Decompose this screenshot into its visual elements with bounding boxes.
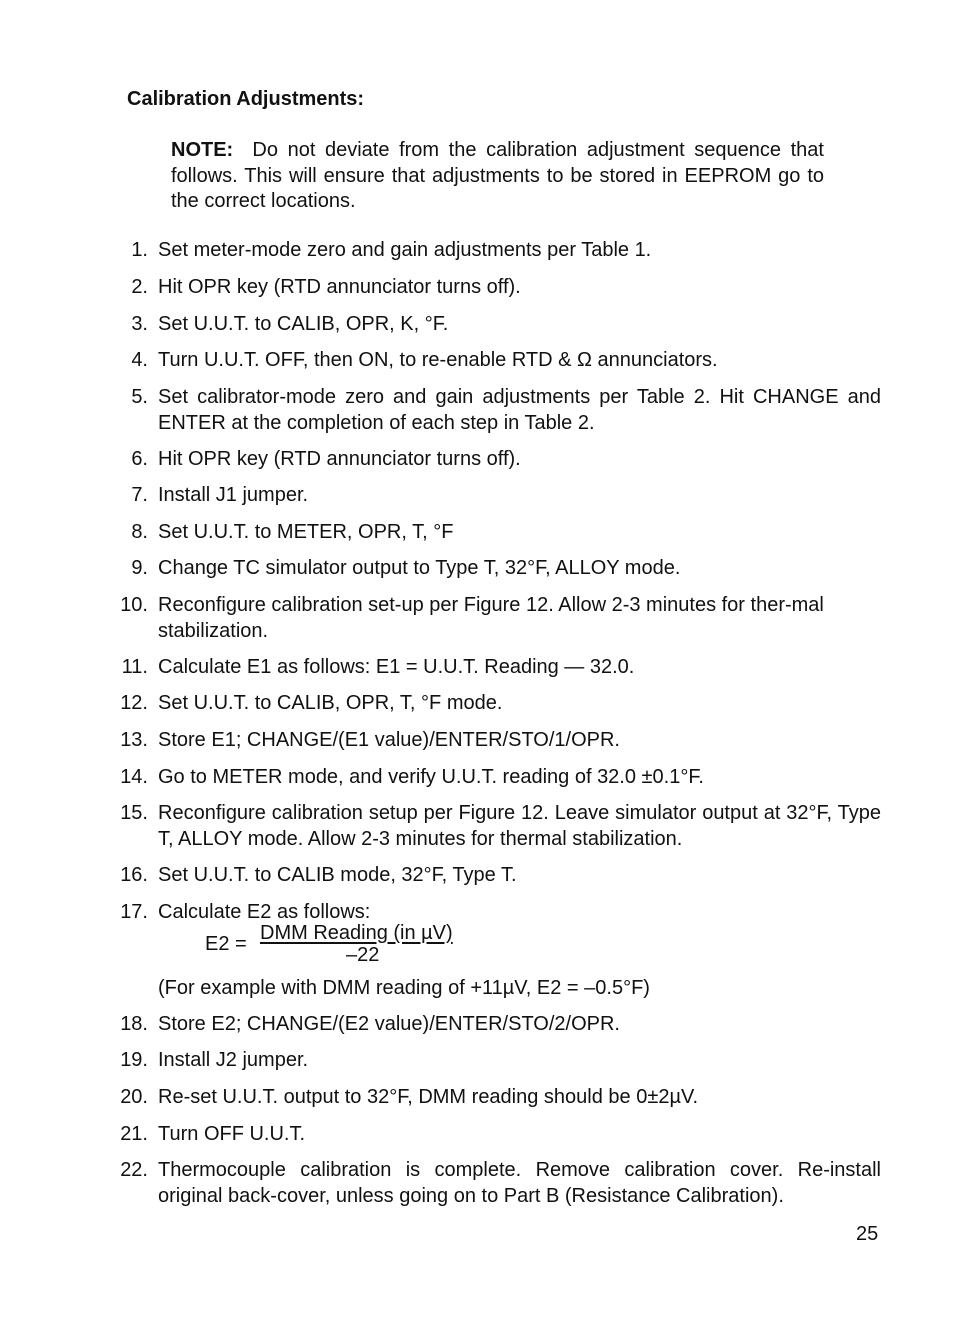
list-item (100, 385, 881, 436)
step-body (158, 900, 881, 1001)
list-item (100, 275, 881, 301)
step-text: Calculate E2 as follows: (158, 901, 371, 923)
step-number: 10. (120, 594, 148, 616)
step-number: 5. (131, 386, 148, 408)
step-text: Hit OPR key (RTD annunciator turns off). (158, 276, 521, 298)
step-number: 3. (131, 313, 148, 335)
step-number: 20. (120, 1086, 148, 1108)
step-number: 22. (120, 1159, 148, 1181)
step-text: Re-set U.U.T. output to 32°F, DMM reading should be 0±2µV. (158, 1086, 699, 1108)
step-text: Set meter-mode zero and gain adjustments per Table 1. (158, 239, 652, 261)
step-number: 16. (120, 864, 148, 886)
step-text: Install J1 jumper. (158, 484, 309, 506)
list-item (100, 765, 881, 791)
step-number: 21. (120, 1123, 148, 1145)
list-item (100, 801, 881, 852)
step-text: Reconfigure calibration setup per Figure 12. Leave simulator output at 32°F, Type T, ALLOY mode. Allow 2-3 minutes for thermal stabilization. (158, 802, 881, 850)
list-item (100, 1048, 881, 1074)
step-number: 2. (131, 276, 148, 298)
list-item (100, 447, 881, 473)
step-text: Turn OFF U.U.T. (158, 1123, 306, 1145)
list-item (100, 1158, 881, 1209)
step-number: 19. (120, 1049, 148, 1071)
step-number: 1. (131, 239, 148, 261)
step-text: Thermocouple calibration is complete. Remove calibration cover. Re-install original back-cover, unless going on to Part B (Resistance Calibration). (158, 1159, 881, 1207)
step-text: Change TC simulator output to Type T, 32°F, ALLOY mode. (158, 557, 681, 579)
step-text: Set U.U.T. to CALIB, OPR, K, °F. (158, 313, 449, 335)
list-item (100, 348, 881, 374)
step-text: Set U.U.T. to METER, OPR, T, °F (158, 521, 454, 543)
step-number: 11. (121, 656, 148, 678)
step-number: 17. (120, 901, 148, 923)
list-item (100, 728, 881, 754)
formula-denominator: –22 (346, 943, 380, 966)
step-text: Go to METER mode, and verify U.U.T. reading of 32.0 ±0.1°F. (158, 766, 704, 788)
step-number: 8. (131, 521, 148, 543)
step-number: 6. (131, 448, 148, 470)
step-text: Reconfigure calibration set-up per Figure 12. Allow 2-3 minutes for ther-mal stabilization. (158, 594, 824, 642)
section-heading: Calibration Adjustments: (127, 88, 365, 110)
step-text: Calculate E1 as follows: E1 = U.U.T. Reading — 32.0. (158, 656, 635, 678)
list-item (100, 900, 881, 1001)
step-text: Store E2; CHANGE/(E2 value)/ENTER/STO/2/OPR. (158, 1013, 620, 1035)
list-item (100, 691, 881, 717)
list-item (100, 520, 881, 546)
list-item (100, 1012, 881, 1038)
list-item (100, 1122, 881, 1148)
list-item (100, 655, 881, 681)
list-item (100, 863, 881, 889)
step-number: 14. (120, 766, 148, 788)
formula-example: (For example with DMM reading of +11µV, E2 = –0.5°F) (158, 976, 650, 999)
list-item (100, 238, 881, 264)
note-text: Do not deviate from the calibration adjustment sequence that follows. This will ensure that adjustments to be stored in EEPROM go to the correct locations. (171, 139, 824, 212)
list-item (100, 593, 881, 644)
formula-numerator: DMM Reading (in µV) (260, 921, 453, 944)
list-item (100, 312, 881, 338)
e2-formula (158, 921, 881, 976)
list-item (100, 556, 881, 582)
step-number: 18. (120, 1013, 148, 1035)
step-text: Set calibrator-mode zero and gain adjustments per Table 2. Hit CHANGE and ENTER at the completion of each step in Table 2. (158, 386, 881, 434)
step-text: Turn U.U.T. OFF, then ON, to re-enable RTD & Ω annunciators. (158, 349, 718, 371)
step-number: 9. (131, 557, 148, 579)
note-label: NOTE: (171, 139, 234, 161)
page-number: 25 (856, 1223, 879, 1245)
note-block (171, 138, 824, 215)
step-text: Set U.U.T. to CALIB mode, 32°F, Type T. (158, 864, 517, 886)
step-number: 7. (131, 484, 148, 506)
list-item (100, 483, 881, 509)
step-text: Install J2 jumper. (158, 1049, 309, 1071)
step-text: Store E1; CHANGE/(E1 value)/ENTER/STO/1/OPR. (158, 729, 620, 751)
step-text: Hit OPR key (RTD annunciator turns off). (158, 448, 521, 470)
step-number: 13. (120, 729, 148, 751)
step-number: 12. (120, 692, 148, 714)
step-text: Set U.U.T. to CALIB, OPR, T, °F mode. (158, 692, 503, 714)
formula-label: E2 = (205, 932, 247, 955)
step-number: 4. (131, 349, 148, 371)
step-number: 15. (120, 802, 148, 824)
list-item (100, 1085, 881, 1111)
